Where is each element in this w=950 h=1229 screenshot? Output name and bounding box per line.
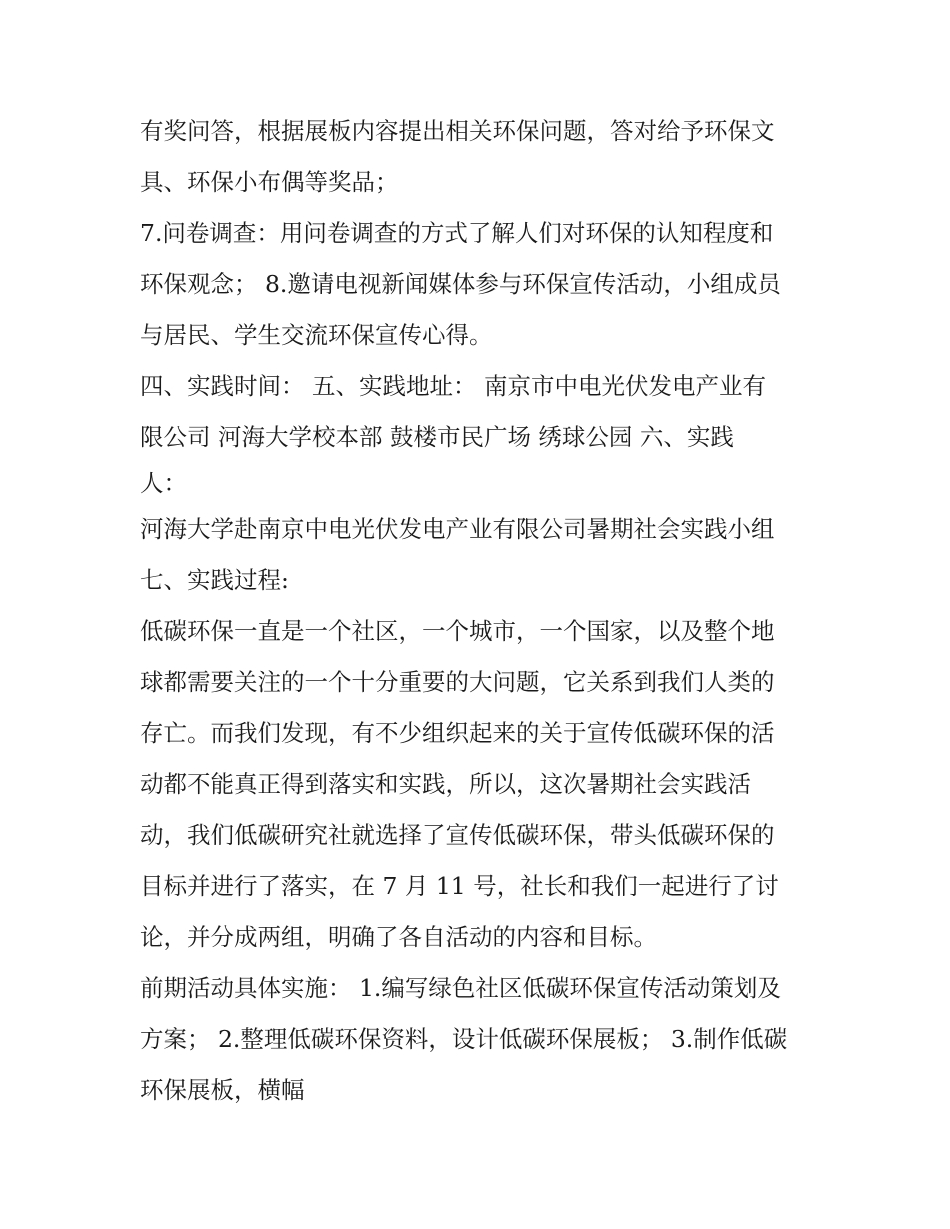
text-line: 方案； 2.整理低碳环保资料，设计低碳环保展板； 3.制作低碳 (140, 1025, 788, 1053)
text-line: 目标并进行了落实，在 7 月 11 号，社长和我们一起进行了讨 (140, 872, 779, 900)
text-line: 环保展板，横幅 (140, 1076, 305, 1104)
text-line: 环保观念； 8.邀请电视新闻媒体参与环保宣传活动，小组成员 (140, 270, 781, 298)
text-line: 存亡。而我们发现，有不少组织起来的关于宣传低碳环保的活 (140, 719, 775, 747)
text-line: 前期活动具体实施： 1.编写绿色社区低碳环保宣传活动策划及 (140, 974, 781, 1002)
text-line: 7.问卷调查：用问卷调查的方式了解人们对环保的认知程度和 (140, 219, 774, 247)
text-line: 四、实践时间： 五、实践地址： 南京市中电光伏发电产业有 (140, 372, 766, 400)
text-line: 有奖问答，根据展板内容提出相关环保问题，答对给予环保文 (140, 117, 775, 145)
text-line: 动都不能真正得到落实和实践，所以，这次暑期社会实践活 (140, 770, 751, 798)
text-line: 限公司 河海大学校本部 鼓楼市民广场 绣球公园 六、实践 (140, 423, 734, 451)
text-line: 人： (140, 469, 187, 497)
text-line: 与居民、学生交流环保宣传心得。 (140, 321, 493, 349)
text-line: 论，并分成两组，明确了各自活动的内容和目标。 (140, 923, 657, 951)
text-line: 球都需要关注的一个十分重要的大问题，它关系到我们人类的 (140, 668, 775, 696)
text-line: 具、环保小布偶等奖品； (140, 168, 399, 196)
body-text (140, 106, 820, 1116)
text-line: 河海大学赴南京中电光伏发电产业有限公司暑期社会实践小组 (140, 515, 775, 543)
text-line: 动，我们低碳研究社就选择了宣传低碳环保，带头低碳环保的 (140, 821, 775, 849)
text-line: 低碳环保一直是一个社区，一个城市，一个国家，以及整个地 (140, 617, 775, 645)
text-line: 七、实践过程: (140, 566, 289, 594)
